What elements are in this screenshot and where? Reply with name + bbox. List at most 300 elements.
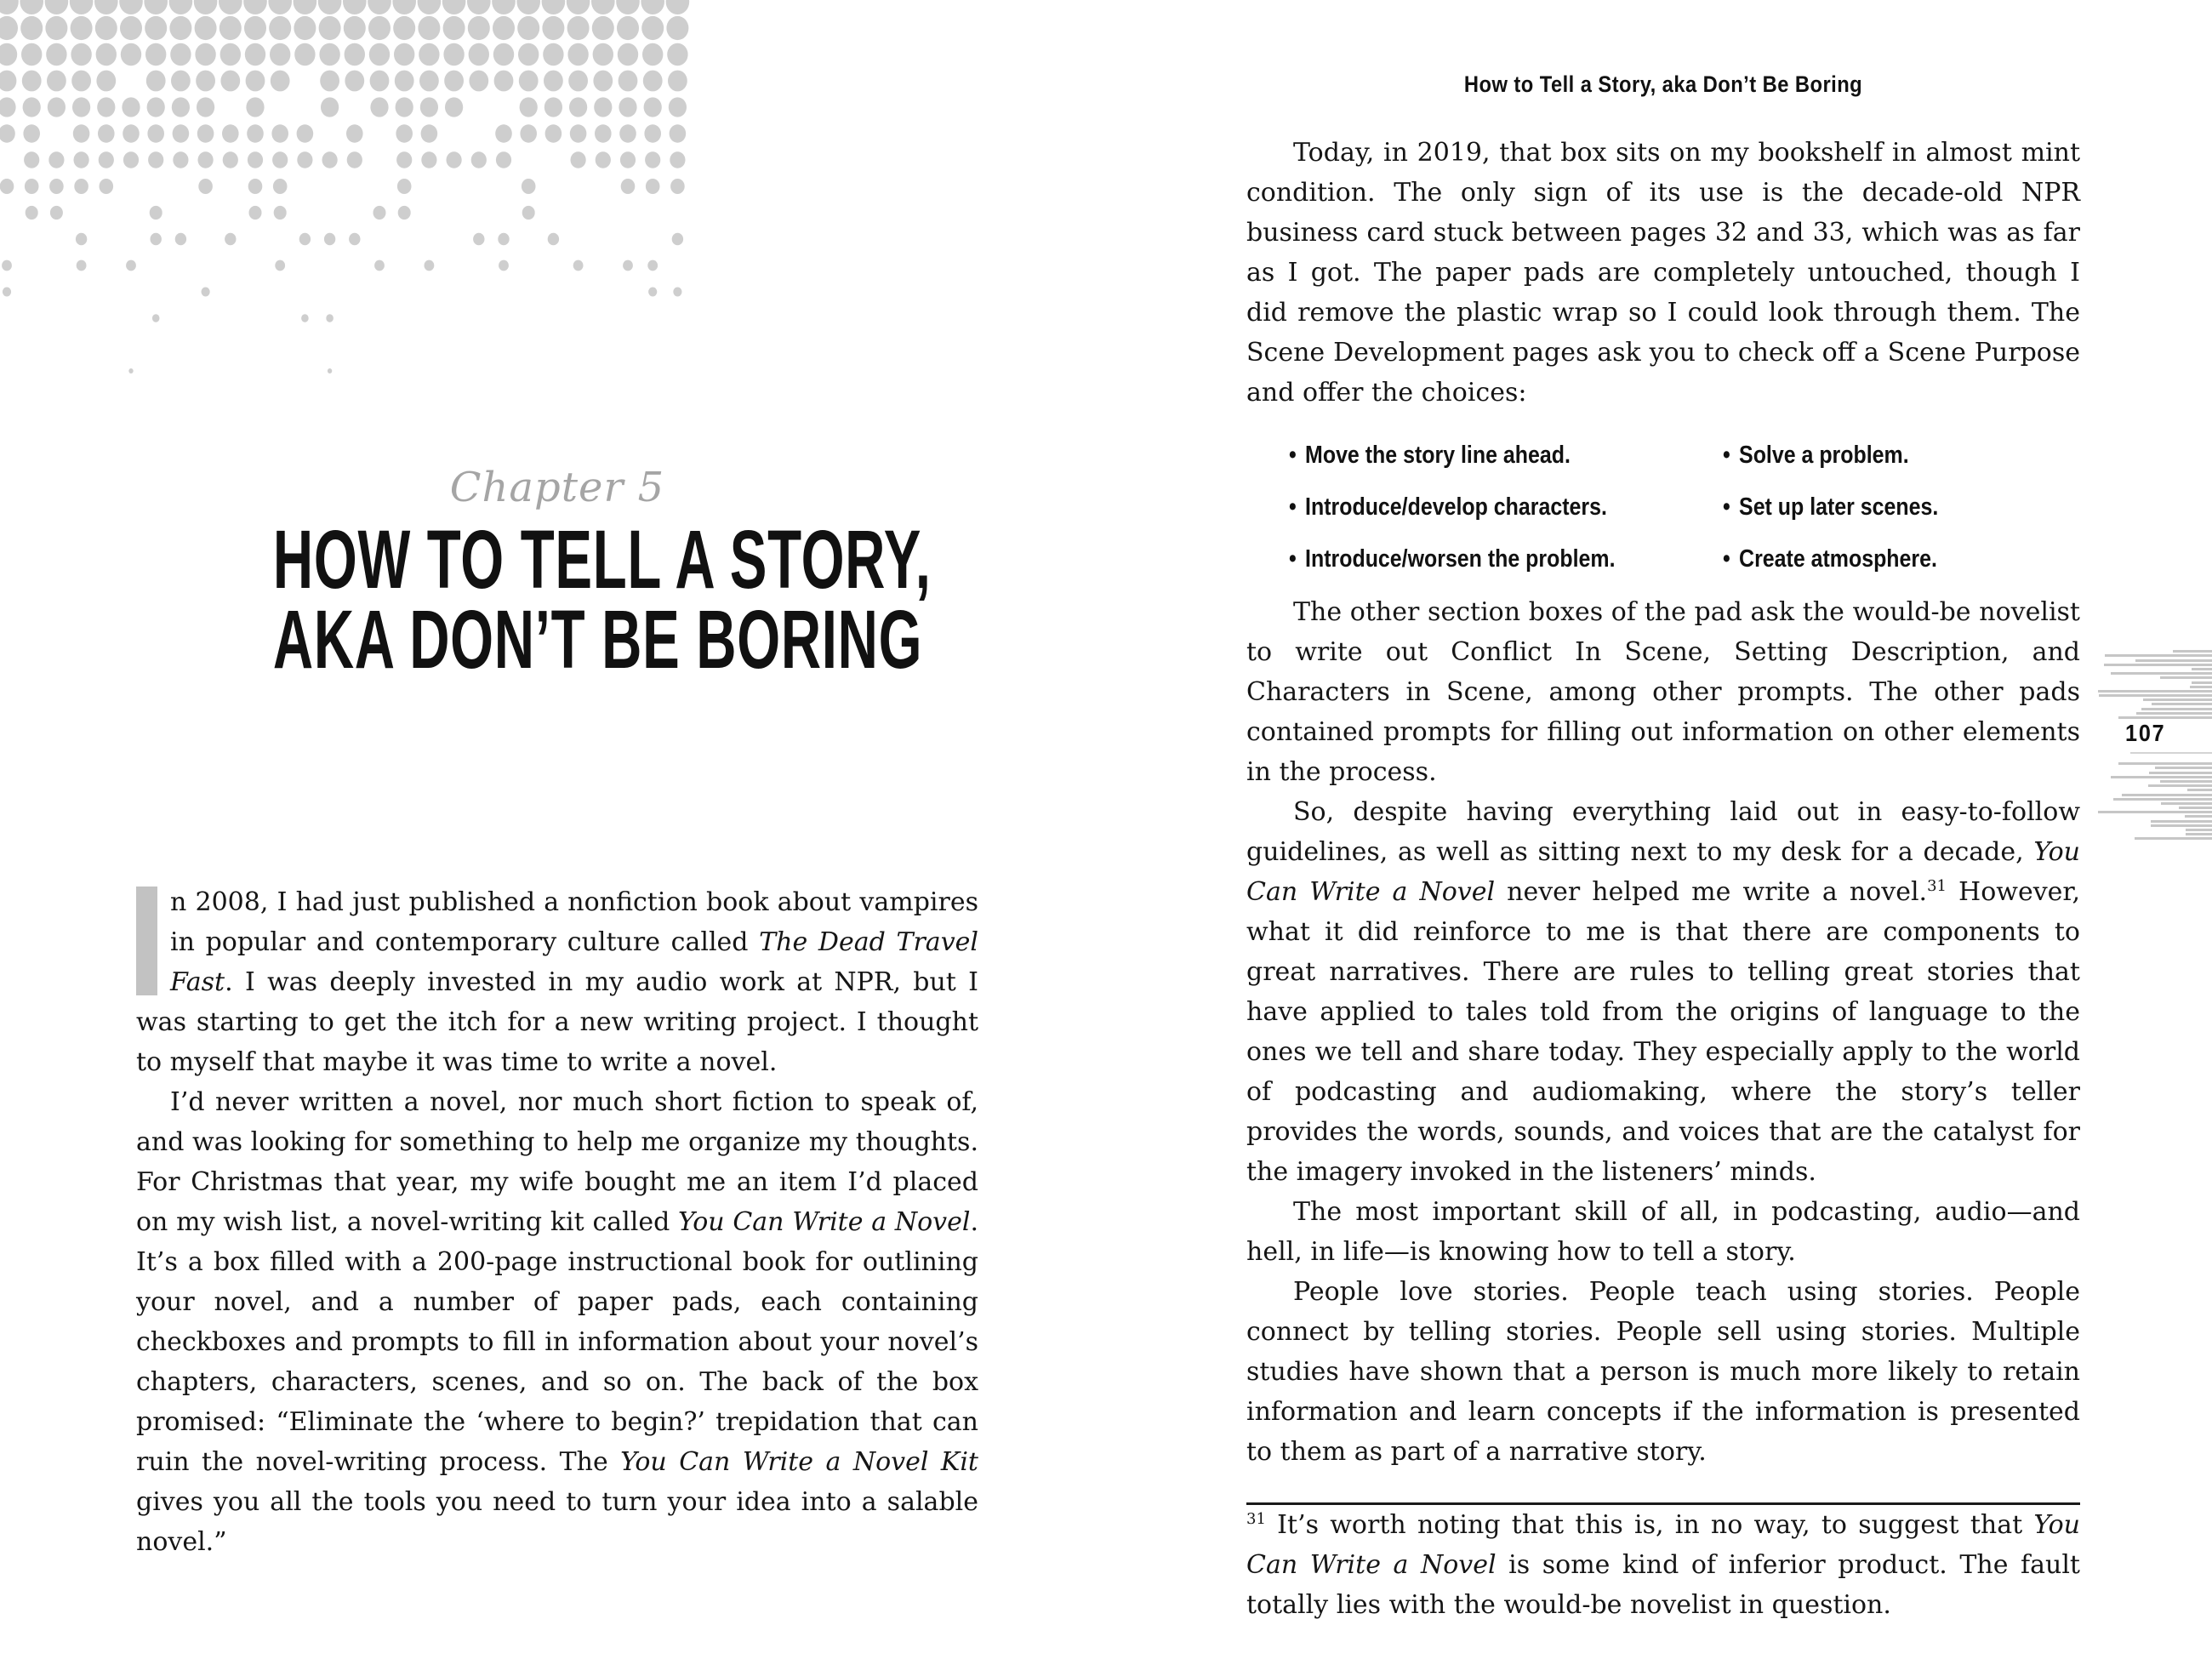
halftone-dot <box>468 16 490 40</box>
halftone-dot <box>618 43 638 66</box>
waveform-bar <box>2111 776 2212 778</box>
halftone-dot <box>26 206 38 219</box>
halftone-dot <box>225 233 236 246</box>
halftone-dot <box>443 16 465 40</box>
halftone-dot <box>443 43 464 66</box>
halftone-dot <box>74 179 88 194</box>
halftone-dot <box>172 97 190 117</box>
halftone-dot <box>447 151 462 168</box>
halftone-dot <box>617 16 639 40</box>
chapter-title-line-1: HOW TO TELL A STORY, <box>272 513 932 606</box>
bullet-dot: • <box>1723 442 1730 469</box>
halftone-dot <box>641 0 664 14</box>
halftone-dot <box>542 16 564 40</box>
halftone-dot <box>520 97 538 117</box>
halftone-dot <box>24 151 39 168</box>
halftone-dot <box>519 71 539 92</box>
waveform-bar <box>2179 807 2212 809</box>
halftone-dot <box>568 71 588 92</box>
page-edge-decoration <box>2091 648 2212 851</box>
halftone-dot <box>425 260 435 271</box>
halftone-dot <box>169 0 193 14</box>
waveform-bar <box>2151 820 2212 823</box>
waveform-bar <box>2152 703 2212 705</box>
halftone-dot <box>243 0 267 14</box>
halftone-dot <box>492 0 516 14</box>
waveform-bar <box>2186 829 2212 831</box>
halftone-dot <box>326 314 334 322</box>
halftone-dot <box>147 124 164 142</box>
halftone-dot <box>520 124 537 142</box>
halftone-dot <box>198 179 213 194</box>
halftone-dot <box>99 151 114 168</box>
chapter-title-line-2: AKA DON’T BE BORING <box>272 593 923 686</box>
halftone-dot <box>593 71 613 92</box>
halftone-dot <box>493 16 515 40</box>
paragraph-text: n 2008, I had just published a nonfiction book about vampires in popular and contemporary culture called The Dead Travel Fast. I was deeply invested in my audio work at NPR, but I was starting to get the itch for a new writing project. I thought to myself that maybe it was time to write a novel. <box>136 887 978 1077</box>
halftone-dot <box>596 151 611 168</box>
halftone-dot <box>249 206 262 219</box>
halftone-dot <box>294 43 315 66</box>
waveform-bar <box>2104 664 2212 666</box>
halftone-dot <box>148 151 163 168</box>
waveform-bar <box>2143 698 2212 701</box>
dropcap-letter-i <box>136 887 157 995</box>
halftone-dot <box>122 97 140 117</box>
halftone-dot <box>0 124 15 142</box>
halftone-dot <box>571 151 586 168</box>
halftone-dot <box>74 151 89 168</box>
halftone-dot <box>544 71 563 92</box>
halftone-dot <box>647 260 658 271</box>
waveform-bar <box>2122 794 2212 796</box>
halftone-dot <box>151 233 162 246</box>
body-paragraph: So, despite having everything laid out in easy-to-follow guidelines, as well as sitting next to my desk for a decade, You Can Write a Novel never helped me write a novel.$^{31}$ However, what it did reinforce to me is that there are components to great narratives. There are rules to telling great stories that have applied to tales told from the origins of language to the ones we tell and share today. They especially apply to the world of podcasting and audiomaking, where the story’s teller provides the words, sounds, and voices that are the catalyst for the imagery invoked in the listeners’ minds. <box>1246 797 2080 1187</box>
halftone-dot <box>23 97 41 117</box>
left-page <box>136 464 978 1562</box>
halftone-dot <box>669 97 687 117</box>
halftone-dot <box>126 260 136 271</box>
halftone-dot <box>594 97 612 117</box>
halftone-dot <box>245 43 265 66</box>
halftone-dot <box>119 0 143 14</box>
waveform-bar <box>2155 767 2212 769</box>
halftone-dot <box>269 16 291 40</box>
halftone-dot <box>421 151 436 168</box>
halftone-dot <box>418 16 440 40</box>
bullet-dot: • <box>1289 493 1297 521</box>
halftone-dot <box>570 124 587 142</box>
halftone-dot <box>445 97 463 117</box>
halftone-dot <box>347 151 362 168</box>
halftone-dot <box>419 71 439 92</box>
left-page-body <box>136 882 978 1562</box>
halftone-dot <box>370 97 388 117</box>
halftone-dot <box>345 43 365 66</box>
halftone-dot <box>567 0 590 14</box>
right-page-body <box>1246 133 2080 1625</box>
waveform-bar <box>2148 784 2212 787</box>
halftone-dot <box>473 233 484 246</box>
waveform-bar <box>2111 672 2212 675</box>
halftone-dot <box>623 260 633 271</box>
halftone-dot <box>271 124 288 142</box>
halftone-dot <box>220 71 240 92</box>
halftone-dot <box>244 16 266 40</box>
halftone-dot <box>573 260 584 271</box>
halftone-dot <box>496 151 511 168</box>
halftone-dot <box>150 206 162 219</box>
bullet-item: • Solve a problem. <box>1723 442 1909 469</box>
halftone-dot <box>343 0 367 14</box>
halftone-dot <box>346 124 363 142</box>
halftone-dot <box>72 97 90 117</box>
halftone-dot <box>619 124 636 142</box>
halftone-dot <box>171 71 191 92</box>
bullet-item: • Introduce/worsen the problem. <box>1289 545 1616 573</box>
halftone-dot <box>219 16 242 40</box>
halftone-dot <box>374 260 385 271</box>
waveform-bar <box>2099 694 2212 697</box>
halftone-dot <box>516 0 540 14</box>
halftone-dot <box>96 43 117 66</box>
halftone-dot <box>349 233 360 246</box>
waveform-bar <box>2118 762 2212 765</box>
halftone-dot <box>667 43 687 66</box>
waveform-bar <box>2160 676 2212 679</box>
halftone-dot <box>368 16 391 40</box>
halftone-dot <box>0 0 19 14</box>
halftone-dot <box>593 43 613 66</box>
halftone-dot <box>2 260 12 271</box>
halftone-dot <box>194 0 218 14</box>
halftone-dot <box>621 179 636 194</box>
bullet-column-left <box>1289 442 1723 573</box>
halftone-dot <box>644 124 661 142</box>
halftone-dot <box>100 179 114 194</box>
halftone-dot <box>77 260 87 271</box>
halftone-dot <box>299 233 311 246</box>
halftone-dot <box>173 124 190 142</box>
halftone-dot <box>395 71 414 92</box>
halftone-dot <box>345 71 364 92</box>
halftone-dot <box>219 0 242 14</box>
halftone-dot <box>394 43 414 66</box>
halftone-dot <box>195 16 217 40</box>
waveform-bar <box>2187 789 2212 791</box>
halftone-dot <box>246 71 265 92</box>
halftone-dot <box>322 151 338 168</box>
halftone-dot <box>471 151 487 168</box>
halftone-dot <box>522 179 536 194</box>
halftone-dot <box>319 16 341 40</box>
halftone-dot <box>369 43 390 66</box>
bullet-dot: • <box>1289 545 1297 573</box>
halftone-dot <box>494 71 514 92</box>
halftone-dot <box>392 0 416 14</box>
halftone-dot <box>147 97 165 117</box>
bullet-item: • Move the story line ahead. <box>1289 442 1571 469</box>
halftone-dot <box>569 97 587 117</box>
halftone-dot <box>542 0 566 14</box>
halftone-dot <box>670 124 687 142</box>
waveform-bar <box>2192 668 2212 670</box>
bullet-dot: • <box>1723 545 1730 573</box>
waveform-bar <box>2161 802 2212 805</box>
halftone-dot <box>0 71 16 92</box>
halftone-dot <box>297 124 314 142</box>
halftone-dot <box>396 151 412 168</box>
halftone-dot <box>642 43 663 66</box>
halftone-dot <box>25 179 39 194</box>
halftone-dot <box>21 43 42 66</box>
halftone-dot <box>274 206 287 219</box>
halftone-dot <box>396 97 413 117</box>
halftone-dot <box>76 233 87 246</box>
halftone-dot <box>70 0 94 14</box>
halftone-dot <box>268 0 292 14</box>
halftone-dot <box>543 43 563 66</box>
body-paragraph: People love stories. People teach using stories. People connect by telling stories. People sell using stories. Multiple studies have shown that a person is much more likely to retain information and learn concepts if the information is presented to them as part of a narrative story. <box>1246 1277 2080 1467</box>
halftone-dot <box>595 124 612 142</box>
halftone-dot <box>152 314 160 322</box>
waveform-bar <box>2135 659 2212 662</box>
halftone-dot <box>672 233 683 246</box>
halftone-dot <box>123 151 139 168</box>
halftone-dot <box>222 124 239 142</box>
halftone-dot <box>619 97 636 117</box>
bullet-dot: • <box>1289 442 1297 469</box>
halftone-dot <box>46 43 66 66</box>
halftone-dot <box>197 97 214 117</box>
halftone-dot <box>0 97 16 117</box>
footnote-text: $^{31}$ It’s worth noting that this is, in no way, to suggest that You Can Write a Novel is some kind of inferior product. The fault totally lies with the would-be novelist in question. <box>1246 1510 2080 1620</box>
halftone-dot <box>22 71 42 92</box>
bullet-item: • Set up later scenes. <box>1723 493 1939 521</box>
waveform-bar <box>2098 811 2212 813</box>
halftone-dot <box>469 71 488 92</box>
halftone-dot <box>321 97 339 117</box>
footnote <box>1246 1502 2080 1625</box>
halftone-dot <box>517 16 539 40</box>
halftone-dot <box>270 43 290 66</box>
halftone-dot <box>202 288 210 297</box>
halftone-dot <box>195 43 215 66</box>
halftone-svg <box>0 0 708 400</box>
halftone-dot <box>169 16 191 40</box>
halftone-dot <box>45 16 67 40</box>
halftone-dot <box>247 124 264 142</box>
halftone-dot <box>344 16 366 40</box>
body-paragraph: I’d never written a novel, nor much short fiction to speak of, and was looking for something to help me organize my thoughts. For Christmas that year, my wife bought me an item I’d placed on my wish list, a novel-writing kit called You Can Write a Novel. It’s a box filled with a 200-page instructional book for outlining your novel, and a number of paper pads, each containing checkboxes and prompts to fill in information about your novel’s chapters, characters, scenes, and so on. The back of the box promised: “Eliminate the ‘where to begin?’ trepidation that can ruin the novel-writing process. The You Can Write a Novel Kit gives you all the tools you need to turn your idea into a salable novel.” <box>136 1087 978 1557</box>
halftone-dot <box>419 43 439 66</box>
waveform-bar <box>2136 712 2212 715</box>
halftone-dot <box>50 206 63 219</box>
waveform-bar <box>2098 690 2212 693</box>
halftone-dot <box>620 151 636 168</box>
waveform-bar <box>2135 837 2212 840</box>
halftone-dot <box>644 97 662 117</box>
halftone-dot <box>71 71 91 92</box>
halftone-dot <box>318 0 342 14</box>
halftone-dot <box>96 71 116 92</box>
halftone-dot <box>421 124 438 142</box>
halftone-dot <box>0 16 18 40</box>
chapter-head <box>136 464 978 686</box>
halftone-dot <box>197 124 214 142</box>
halftone-dot <box>373 206 386 219</box>
halftone-dot <box>648 288 657 297</box>
halftone-dot <box>123 124 140 142</box>
body-paragraph: The most important skill of all, in podcasting, audio—and hell, in life—is knowing how to tell a story. <box>1246 1197 2080 1267</box>
halftone-dot <box>670 151 685 168</box>
waveform-bar <box>2113 798 2212 801</box>
halftone-dot <box>420 97 438 117</box>
halftone-dot <box>47 71 66 92</box>
halftone-dot <box>220 43 241 66</box>
halftone-dot <box>272 151 288 168</box>
chapter-title <box>272 513 932 686</box>
halftone-dot <box>567 16 590 40</box>
halftone-dot <box>95 16 117 40</box>
halftone-dot <box>548 233 559 246</box>
body-paragraph: Today, in 2019, that box sits on my bookshelf in almost mint condition. The only sign of its use is the decade-old NPR business card stuck between pages 32 and 33, which was as far as I got. The paper pads are completely untouched, though I did remove the plastic wrap so I could look through them. The Scene Development pages ask you to check off a Scene Purpose and offer the choices: <box>1246 138 2080 408</box>
halftone-dot <box>120 16 142 40</box>
halftone-dot <box>294 0 317 14</box>
scene-purpose-bullets <box>1246 442 2080 573</box>
halftone-dot <box>248 179 263 194</box>
halftone-dot <box>442 0 466 14</box>
halftone-dot <box>301 314 309 322</box>
halftone-dot <box>396 124 413 142</box>
halftone-dot <box>71 16 93 40</box>
halftone-dot <box>518 43 539 66</box>
halftone-dot <box>498 233 509 246</box>
halftone-dot <box>145 43 166 66</box>
halftone-dot <box>94 0 118 14</box>
halftone-dot <box>418 0 442 14</box>
halftone-dot <box>319 43 339 66</box>
halftone-dot <box>368 0 391 14</box>
waveform-bar <box>2151 824 2212 827</box>
halftone-dot <box>495 124 512 142</box>
halftone-dot <box>673 288 681 297</box>
halftone-dot <box>121 43 141 66</box>
halftone-dot <box>544 97 562 117</box>
halftone-dot <box>324 233 335 246</box>
halftone-dot <box>616 0 640 14</box>
waveform-bar <box>2141 708 2212 710</box>
waveform-bar <box>2118 716 2212 719</box>
halftone-dot <box>98 124 115 142</box>
body-paragraph <box>136 882 978 1082</box>
waveform-bar <box>2173 650 2212 653</box>
halftone-dot <box>0 179 14 194</box>
halftone-dot <box>223 151 238 168</box>
running-header: How to Tell a Story, aka Don’t Be Boring <box>1463 71 1863 97</box>
waveform-bottom <box>2098 761 2212 840</box>
halftone-dot <box>393 16 415 40</box>
halftone-dot <box>493 43 514 66</box>
halftone-dot <box>522 206 535 219</box>
halftone-dot <box>273 179 288 194</box>
page-number: 107 <box>2125 720 2166 746</box>
bullet-item: • Create atmosphere. <box>1723 545 1937 573</box>
halftone-dot <box>320 71 339 92</box>
halftone-dot <box>198 151 214 168</box>
bullet-item: • Introduce/develop characters. <box>1289 493 1607 521</box>
bullet-dot: • <box>1723 493 1730 521</box>
right-page <box>1246 71 2080 1625</box>
halftone-dot <box>619 71 638 92</box>
waveform-bar <box>2185 815 2212 818</box>
halftone-dot <box>275 260 285 271</box>
halftone-dot <box>666 0 690 14</box>
halftone-dot <box>646 179 660 194</box>
waveform-bar <box>2186 833 2212 835</box>
halftone-pattern <box>0 0 708 400</box>
waveform-bar <box>2149 772 2212 774</box>
halftone-dot <box>248 151 263 168</box>
waveform-bar <box>2192 681 2212 684</box>
halftone-dot <box>146 71 166 92</box>
halftone-dot <box>591 0 615 14</box>
chapter-label: Chapter 5 <box>449 464 665 511</box>
halftone-dot <box>128 368 133 373</box>
halftone-dot <box>370 71 390 92</box>
halftone-dot <box>567 43 588 66</box>
halftone-dot <box>48 151 64 168</box>
halftone-dot <box>48 97 66 117</box>
halftone-dot <box>196 71 215 92</box>
halftone-dot <box>23 124 40 142</box>
halftone-dot <box>71 43 91 66</box>
halftone-dot <box>592 16 614 40</box>
body-paragraph: The other section boxes of the pad ask the would-be novelist to write out Conflict In Scene, Setting Description, and Characters in Scene, among other prompts. The other pads contained prompts for filling out information on other elements in the process. <box>1246 597 2080 787</box>
bullet-column-right <box>1723 442 1974 573</box>
halftone-dot <box>173 151 188 168</box>
halftone-dot <box>170 43 191 66</box>
halftone-dot <box>45 0 69 14</box>
halftone-dot <box>144 0 168 14</box>
halftone-dot <box>73 124 90 142</box>
halftone-dot <box>545 124 562 142</box>
halftone-dot <box>20 16 43 40</box>
halftone-dot <box>469 43 489 66</box>
halftone-dot <box>641 16 664 40</box>
halftone-dot <box>175 233 186 246</box>
halftone-dot <box>0 43 17 66</box>
halftone-dot <box>670 179 685 194</box>
halftone-dot <box>645 151 660 168</box>
halftone-dot <box>145 16 167 40</box>
waveform-bar <box>2160 780 2212 783</box>
halftone-dot <box>467 0 491 14</box>
halftone-dot <box>643 71 663 92</box>
halftone-dot <box>3 288 11 297</box>
halftone-dot <box>397 179 412 194</box>
waveform-bar <box>2190 686 2212 688</box>
halftone-dot <box>499 260 509 271</box>
waveform-top <box>2098 648 2212 719</box>
halftone-dot <box>20 0 43 14</box>
halftone-dot <box>668 71 687 92</box>
halftone-dot <box>666 16 688 40</box>
halftone-dot <box>328 368 332 373</box>
halftone-dot <box>444 71 464 92</box>
halftone-dot <box>271 71 290 92</box>
waveform-divider <box>2130 752 2212 754</box>
